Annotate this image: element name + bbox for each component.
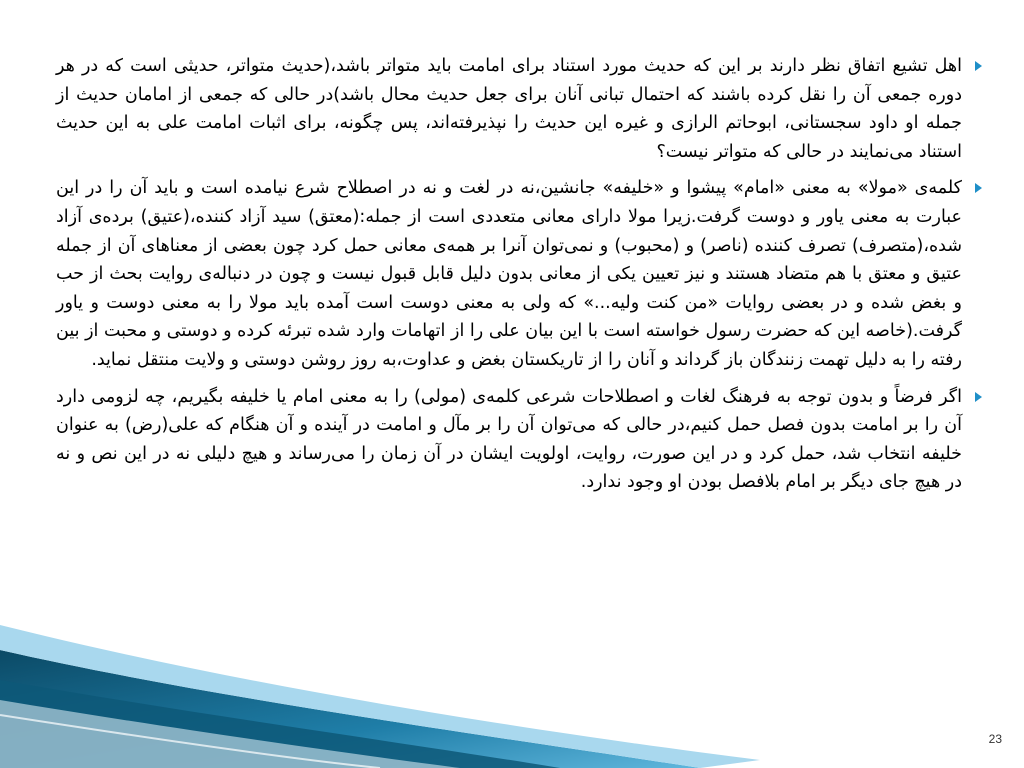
triangle-bullet-icon <box>975 183 982 193</box>
paragraph-3 <box>56 383 976 497</box>
paragraph-2 <box>56 174 976 374</box>
paragraph-1-text: اهل تشیع اتفاق نظر دارند بر این که حدیث مورد استناد برای امامت باید متواتر باشد،(حدیث متواتر، حدیثی است که در هر دوره جمعی آن را نقل کرده باشند که احتمال تبانی آنان برای جعل حدیث محال باشد)در حالی که جمعی از امامان حدیث از جمله او داود سجستانی، ابوحاتم الرازی و غیره این حدیث را نپذیرفته‌اند، پس چگونه، برای اثبات امامت علی به این حدیث استناد می‌نمایند در حالی که متواتر نیست؟ <box>56 56 962 162</box>
paragraph-1 <box>56 52 976 166</box>
page-number: 23 <box>988 732 1002 746</box>
slide-content <box>56 52 976 505</box>
triangle-bullet-icon <box>975 392 982 402</box>
paragraph-2-text: کلمه‌ی «مولا» به معنی «امام» پیشوا و «خلیفه» جانشین،نه در لغت و نه در اصطلاح شرع نیامده است و باید آن را در این عبارت به معنی یاور و دوست گرفت.زیرا مولا دارای معانی متعددی است از جمله:(معتق) سید آزاد کننده،(عتیق) برده‌ی آزاد شده،(متصرف) تصرف کننده (ناصر) و (محبوب) و نمی‌توان آنرا بر همه‌ی معانی حمل کرد چون بعضی از معناهای آن از جمله عتیق و معتق با هم متضاد هستند و نیز تعیین یکی از معانی بدون دلیل قابل قبول نیست و چون در دنباله‌ی روایت بحث از حب و بغض شده و در بعضی روایات «من کنت ولیه...» که ولی به معنی دوست است آمده باید مولا را به معنی دوست و یاور گرفت.(خاصه این که حضرت رسول خواسته است با این بیان علی را از اتهامات وارد شده تبرئه کرده و دوستی و محبت از بین رفته را به دلیل تهمت زنندگان باز گرداند و آنان را از تاریکستان بغض و عداوت،به روز روشن دوستی و ولایت منتقل نماید. <box>56 178 962 370</box>
paragraph-3-text: اگر فرضاً و بدون توجه به فرهنگ لغات و اصطلاحات شرعی کلمه‌ی (مولی) را به معنی امام یا خلیفه بگیریم، چه لزومی دارد آن را بر امامت بدون فصل حمل کنیم،در حالی که می‌توان آن را بر مآل و امامت در آینده و آن هنگام که علی(رض) به عنوان خلیفه انتخاب شد، حمل کرد و در این صورت، روایت، اولویت ایشان در آن زمان را می‌رساند و هیچ دلیلی نه در این نص و نه در هیچ جای دیگر بر امام بلافصل بودن او وجود ندارد. <box>56 386 962 493</box>
triangle-bullet-icon <box>975 61 982 71</box>
